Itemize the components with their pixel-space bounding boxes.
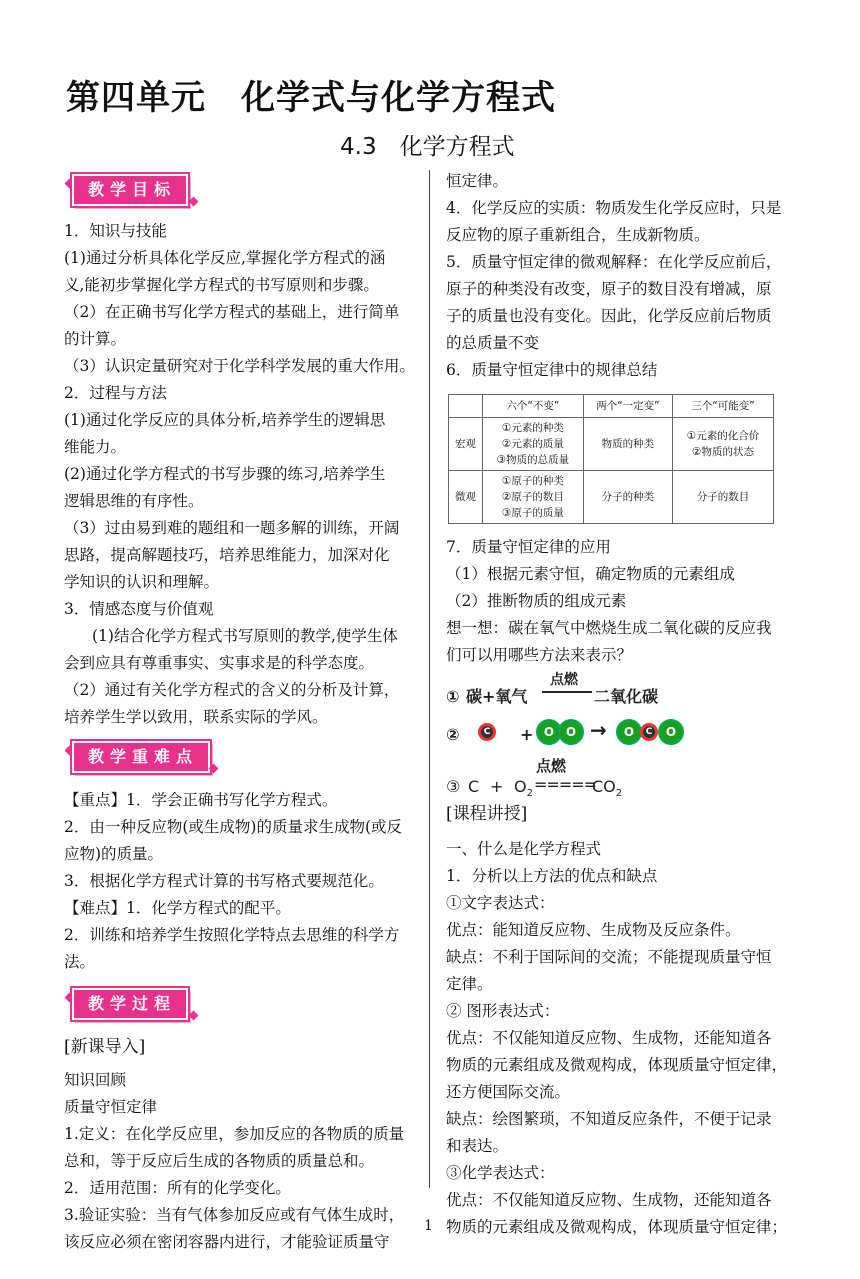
new-lesson-heading: [新课导入] (64, 1037, 146, 1057)
text-line: 5．质量守恒定律的微观解释：在化学反应前后， (446, 253, 782, 271)
table-header: 三个“可能变” (673, 395, 774, 418)
table-cell-line: ②物质的状态 (692, 446, 754, 458)
text-line: 子的质量也没有变化。因此，化学反应前后物质 (446, 307, 772, 325)
arrow-line (542, 691, 592, 693)
formula-number: ① (446, 687, 460, 706)
formula-condition: 点燃 (536, 757, 567, 775)
formula-co2-symbol: CO (592, 777, 616, 796)
formula-number: ③ (446, 777, 461, 796)
process-line: 1.定义：在化学反应里，参加反应的各物质的质量 (64, 1125, 405, 1143)
table-cell: 分子的种类 (583, 471, 672, 524)
text-line: 1．分析以上方法的优点和缺点 (446, 867, 658, 885)
text-line: 缺点：绘图繁琐，不知道反应条件，不便于记录 (446, 1110, 772, 1128)
text-line: 的总质量不变 (446, 334, 540, 352)
formula-oxygen (514, 773, 533, 807)
key-line: 应物)的质量。 (64, 845, 164, 863)
table-cell (673, 418, 774, 471)
pictorial-equation (446, 709, 798, 755)
goals-line: （3）过由易到难的题组和一题多解的训练，开阔 (64, 519, 400, 537)
formula-product: 二氧化碳 (594, 687, 659, 706)
text-line: 优点：能知道反应物、生成物及反应条件。 (446, 921, 741, 939)
goals-line: 学知识的认识和理解。 (64, 573, 220, 591)
formula-number: ② (446, 725, 460, 744)
goals-line: 培养学生学以致用，联系实际的学风。 (64, 708, 328, 726)
goals-line: 2．过程与方法 (64, 384, 167, 402)
process-badge-label: 教学过程 (72, 988, 188, 1020)
oxygen-atom-icon: O (536, 719, 562, 745)
diamond-icon (189, 1011, 199, 1021)
process-line: 2．适用范围：所有的化学变化。 (64, 1179, 291, 1197)
goals-line: (1)结合化学方程式书写原则的教学,使学生体 (92, 627, 398, 645)
formula-condition: 点燃 (550, 672, 578, 688)
key-line: 2．由一种反应物(或生成物)的质量求生成物(或反 (64, 818, 403, 836)
plus-sign: + (520, 725, 534, 744)
process-line: 总和，等于反应后生成的各物质的质量总和。 (64, 1152, 375, 1170)
key-line: 2．训练和培养学生按照化学特点去思维的科学方 (64, 926, 400, 944)
table-cell-line: ②元素的质量 (501, 438, 564, 450)
chemical-equation (446, 755, 798, 799)
text-line: 优点：不仅能知道反应物、生成物，还能知道各 (446, 1191, 772, 1209)
text-line: 6．质量守恒定律中的规律总结 (446, 361, 658, 379)
left-column (64, 168, 418, 1256)
goals-line: 逻辑思维的有序性。 (64, 492, 204, 510)
text-line: 想一想：碳在氧气中燃烧生成二氧化碳的反应我 (446, 619, 772, 637)
text-line: ①文字表达式： (446, 894, 555, 912)
goals-badge-label: 教学目标 (72, 174, 188, 206)
key-badge (64, 735, 418, 777)
table-cell-line: ①原子的种类 (501, 475, 564, 487)
carbon-atom-icon: C (478, 723, 496, 741)
key-line: 【重点】1．学会正确书写化学方程式。 (64, 791, 338, 809)
goals-line: (2)通过化学方程式的书写步骤的练习,培养学生 (64, 465, 386, 483)
key-badge-label: 教学重难点 (72, 741, 210, 773)
formula-co2 (592, 773, 622, 807)
table-cell (482, 471, 583, 524)
text-line: 4．化学反应的实质：物质发生化学反应时，只是 (446, 199, 782, 217)
table-cell: 微观 (449, 471, 483, 524)
table-cell-line: ②原子的数目 (501, 491, 564, 503)
table-cell: 分子的数目 (673, 471, 774, 524)
text-line: 缺点：不利于国际间的交流；不能提现质量守恒 (446, 948, 772, 966)
key-line: 【难点】1．化学方程式的配平。 (64, 899, 291, 917)
goals-list (64, 218, 418, 731)
table-header: 两个“一定变” (583, 395, 672, 418)
table-header (449, 395, 483, 418)
text-line: 物质的元素组成及微观构成，体现质量守恒定律， (446, 1056, 788, 1074)
text-line: 物质的元素组成及微观构成，体现质量守恒定律； (446, 1218, 788, 1236)
key-line: 3．根据化学方程式计算的书写格式要规范化。 (64, 872, 384, 890)
table-row (449, 418, 774, 471)
process-badge (64, 982, 418, 1024)
diamond-icon (189, 197, 199, 207)
equals-sign: ===== (534, 775, 597, 794)
goals-line: 维能力。 (64, 438, 127, 456)
table-cell: 宏观 (449, 418, 483, 471)
key-list (64, 787, 418, 976)
table-cell-line: ①元素的种类 (501, 422, 564, 434)
arrow-right-icon: → (590, 718, 607, 742)
text-line: （2）推断物质的组成元素 (446, 592, 627, 610)
goals-line: 3．情感态度与价值观 (64, 600, 214, 618)
process-line: 该反应必须在密闭容器内进行，才能验证质量守 (64, 1233, 390, 1251)
text-line: 们可以用哪些方法来表示？ (446, 646, 633, 664)
process-line: 质量守恒定律 (64, 1098, 158, 1116)
diamond-icon (209, 764, 219, 774)
oxygen-atom-icon: O (558, 719, 584, 745)
text-line: 反应物的原子重新组合，生成新物质。 (446, 226, 710, 244)
text-line: 一、什么是化学方程式 (446, 840, 602, 858)
text-line: 定律。 (446, 975, 493, 993)
text-line: （1）根据元素守恒，确定物质的元素组成 (446, 565, 735, 583)
table-header: 六个“不变” (482, 395, 583, 418)
goals-line: 义,能初步掌握化学方程式的书写原则和步骤。 (64, 276, 379, 294)
section-title: 4.3 化学方程式 (340, 134, 515, 160)
carbon-atom-icon: C (640, 723, 658, 741)
table-row (449, 471, 774, 524)
text-line: ③化学表达式： (446, 1164, 555, 1182)
table-cell-line: ①元素的化合价 (686, 430, 760, 442)
right-column (446, 168, 798, 1241)
process-line: 知识回顾 (64, 1071, 127, 1089)
formula-carbon: C (468, 777, 480, 796)
formula-reactants: 碳+氧气 (466, 687, 528, 706)
goals-line: 会到应具有尊重事实、实事求是的科学态度。 (64, 654, 375, 672)
table-cell (482, 418, 583, 471)
subscript: 2 (615, 788, 623, 800)
text-line: ② 图形表达式： (446, 1002, 560, 1020)
goals-line: (1)通过化学反应的具体分析,培养学生的逻辑思 (64, 411, 386, 429)
oxygen-atom-icon: O (616, 719, 642, 745)
process-list (64, 1067, 418, 1256)
plus-sign: + (490, 777, 504, 796)
goals-line: (1)通过分析具体化学反应,掌握化学方程式的涵 (64, 249, 386, 267)
goals-line: 思路，提高解题技巧，培养思维能力，加深对化 (64, 546, 390, 564)
table-cell: 物质的种类 (583, 418, 672, 471)
oxygen-atom-icon: O (658, 719, 684, 745)
text-line: 和表达。 (446, 1137, 509, 1155)
text-line: 原子的种类没有改变，原子的数目没有增减，原 (446, 280, 772, 298)
word-equation (446, 669, 798, 709)
subscript: 2 (526, 788, 533, 800)
conservation-rules-table (448, 394, 774, 524)
goals-line: 1．知识与技能 (64, 222, 167, 240)
page-number: 1 (424, 1218, 433, 1234)
key-line: 法。 (64, 953, 96, 971)
goals-line: （2）在正确书写化学方程式的基础上，进行简单 (64, 303, 400, 321)
text-line: 7．质量守恒定律的应用 (446, 538, 611, 556)
process-line: 3.验证实验：当有气体参加反应或有气体生成时， (64, 1206, 405, 1224)
table-cell-line: ③物质的总质量 (496, 454, 570, 466)
text-line: 恒定律。 (446, 172, 509, 190)
formula-oxygen-symbol: O (514, 777, 527, 796)
text-line: 优点：不仅能知道反应物、生成物，还能知道各 (446, 1029, 772, 1047)
goals-line: （3）认识定量研究对于化学科学发展的重大作用。 (64, 357, 415, 375)
unit-title: 第四单元 化学式与化学方程式 (66, 78, 556, 118)
lecture-heading: [课程讲授] (446, 804, 528, 824)
table-cell-line: ③原子的质量 (501, 507, 564, 519)
text-line: 还方便国际交流。 (446, 1083, 571, 1101)
column-divider (429, 170, 430, 1188)
goals-badge (64, 168, 418, 210)
goals-line: （2）通过有关化学方程式的含义的分析及计算， (64, 681, 400, 699)
goals-line: 的计算。 (64, 330, 127, 348)
